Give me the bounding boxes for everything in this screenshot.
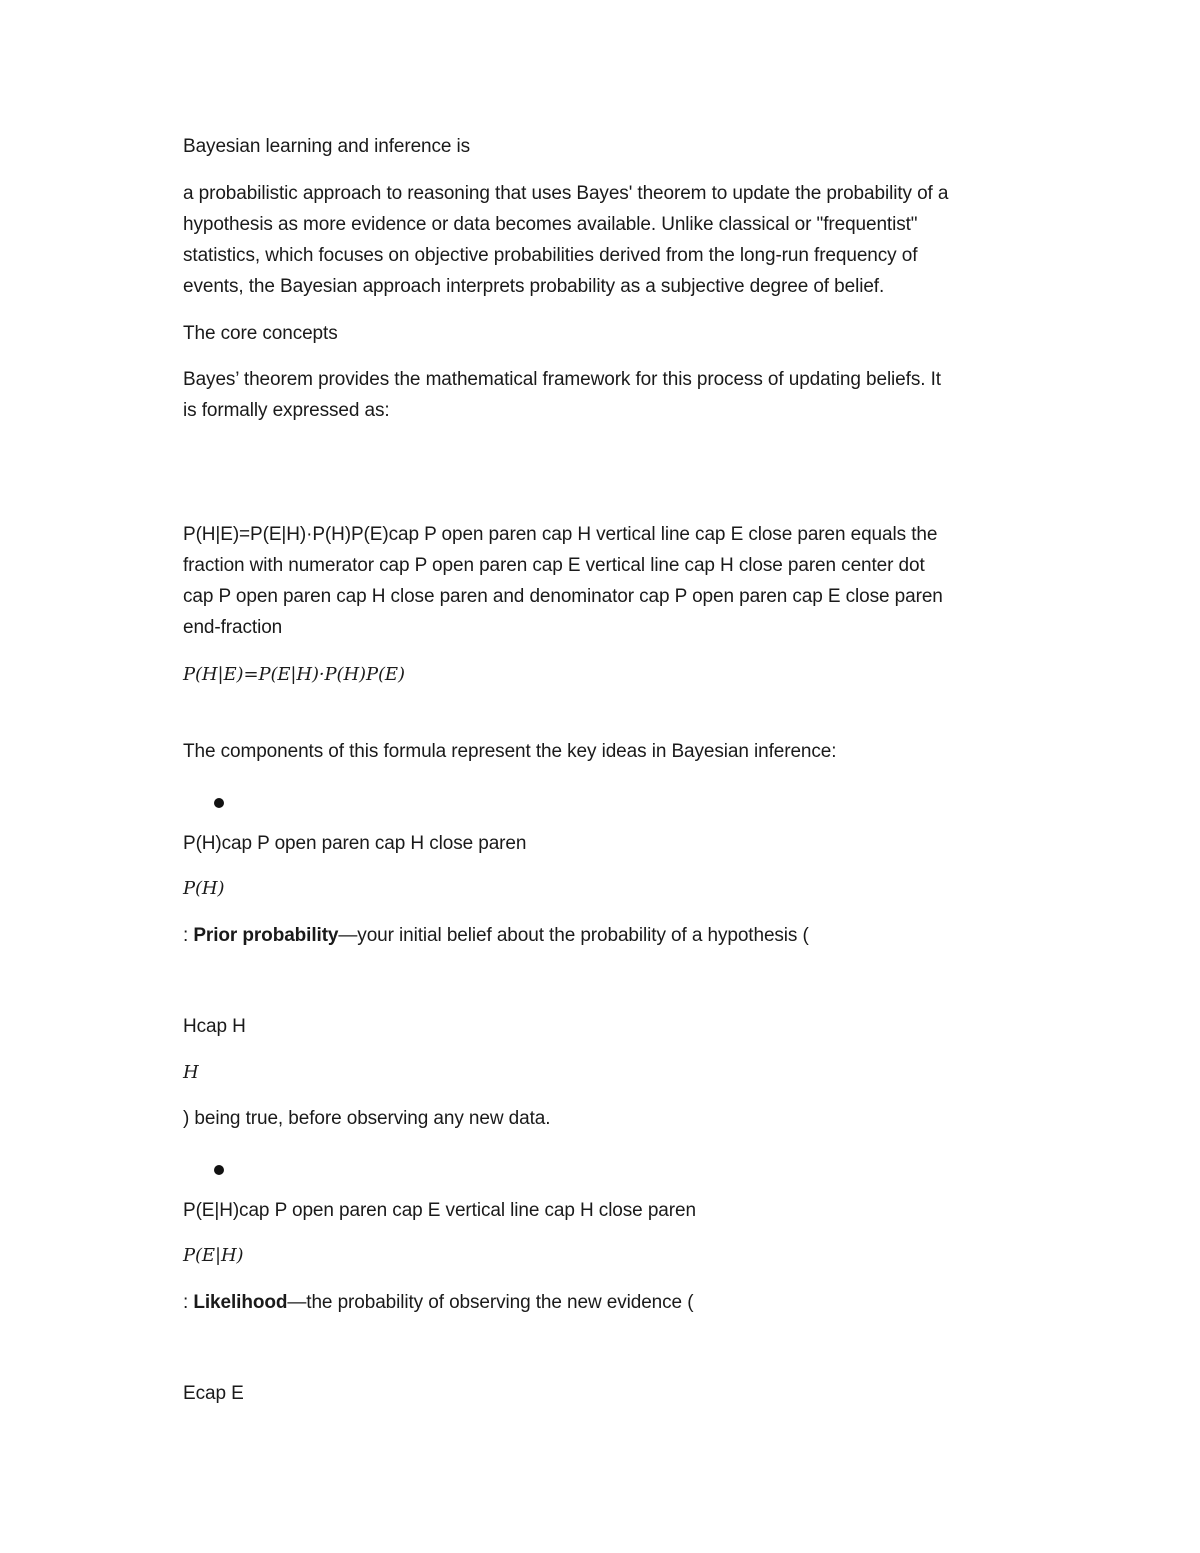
likelihood-math: P(E|H): [183, 1245, 244, 1266]
intro-line: a probabilistic approach to reasoning that uses Bayes' theorem to update the probability of a: [183, 183, 949, 204]
theorem-line: Bayes’ theorem provides the mathematical framework for this process of updating beliefs. It: [183, 369, 941, 390]
prior-label-bold: Prior probability: [193, 925, 339, 946]
prior-label: [183, 920, 1033, 951]
prior-h-speech: Hcap H: [183, 1016, 246, 1037]
likelihood-label-bold: Likelihood: [193, 1292, 288, 1313]
formula-speech-line: end-fraction: [183, 617, 283, 638]
intro-line: hypothesis as more evidence or data becomes available. Unlike classical or "frequentist": [183, 214, 918, 235]
likelihood-e-speech: Ecap E: [183, 1383, 244, 1404]
prior-h-math: H: [183, 1062, 199, 1083]
likelihood-label-rest: —the probability of observing the new evidence (: [287, 1292, 694, 1313]
intro-line: statistics, which focuses on objective probabilities derived from the long-run frequency of: [183, 245, 918, 266]
components-intro: The components of this formula represent the key ideas in Bayesian inference:: [183, 741, 837, 762]
theorem-line: is formally expressed as:: [183, 400, 390, 421]
likelihood-speech: P(E|H)cap P open paren cap E vertical line cap H close paren: [183, 1200, 696, 1221]
prior-label-rest: —your initial belief about the probability of a hypothesis (: [338, 925, 809, 946]
intro-line: events, the Bayesian approach interprets probability as a subjective degree of belief.: [183, 276, 885, 297]
bullet-icon: [214, 798, 224, 808]
likelihood-label: [183, 1287, 1033, 1318]
prior-closing: ) being true, before observing any new data.: [183, 1108, 551, 1129]
bullet-icon: [214, 1165, 224, 1175]
formula-speech-line: fraction with numerator cap P open paren cap E vertical line cap H close paren center dot: [183, 555, 925, 576]
prior-label-prefix: :: [183, 925, 194, 946]
prior-math: P(H): [183, 878, 225, 899]
likelihood-label-prefix: :: [183, 1292, 194, 1313]
document-title: Bayesian learning and inference is: [183, 136, 471, 157]
section-heading: The core concepts: [183, 323, 338, 344]
formula-speech-line: cap P open paren cap H close paren and denominator cap P open paren cap E close paren: [183, 586, 943, 607]
formula-math: P(H|E)=P(E|H)·P(H)P(E): [183, 664, 405, 685]
formula-speech-line: P(H|E)=P(E|H)·P(H)P(E)cap P open paren cap H vertical line cap E close paren equals the: [183, 524, 938, 545]
prior-speech: P(H)cap P open paren cap H close paren: [183, 833, 527, 854]
